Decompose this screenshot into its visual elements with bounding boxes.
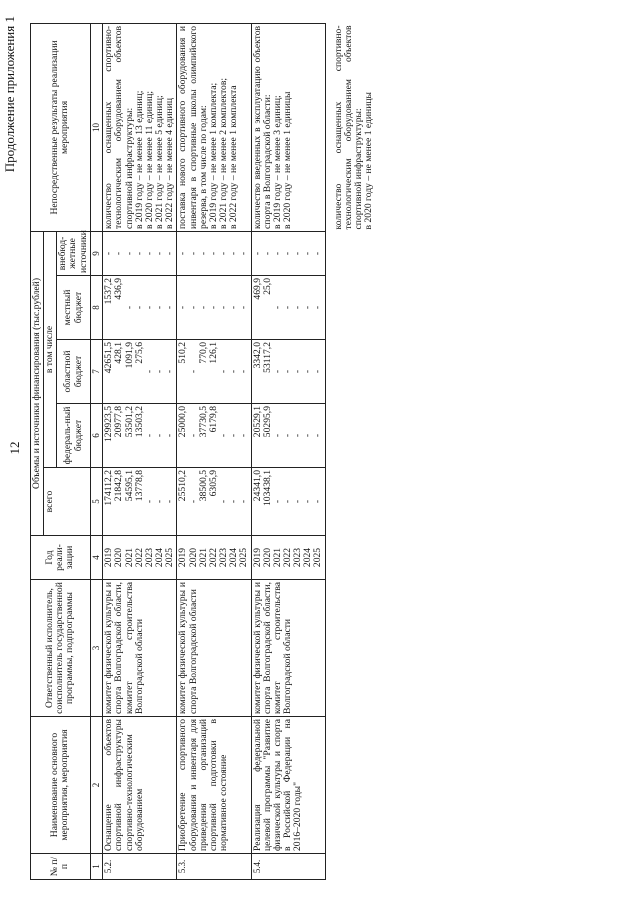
offbudget-value: - <box>207 251 219 256</box>
results-extra-cell <box>325 23 375 231</box>
column-index: 10 <box>90 23 103 231</box>
federal-value: - <box>238 433 250 438</box>
total-value: 54595,1 <box>123 470 135 502</box>
offbudget-value: - <box>133 251 145 256</box>
total-value: - <box>238 499 250 504</box>
regional-value: - <box>218 369 230 374</box>
regional-value: 428,1 <box>113 342 125 364</box>
federal-value: 20529,1 <box>251 406 263 438</box>
activity-name: Приобретение спортивного оборудования и инвентаря для приведения организаций спортивной подготовки в нормативное состояние <box>177 717 251 854</box>
year-value: 2021 <box>123 547 135 568</box>
local-value: - <box>238 305 250 310</box>
column-index: 4 <box>90 536 103 580</box>
offbudget-value: - <box>113 251 125 256</box>
regional-value: 770,0 <box>197 342 209 364</box>
column-index: 2 <box>90 717 103 854</box>
offbudget-value: - <box>187 251 199 256</box>
local-value: - <box>133 305 145 310</box>
offbudget-value: - <box>177 251 189 256</box>
federal-value: - <box>218 433 230 438</box>
total-value: 103438,1 <box>261 470 273 506</box>
result-line: количество оснащенных спортивно-технологическим оборудованием объектов спортивной инфраструктуры: <box>103 25 135 229</box>
local-cell <box>103 276 177 340</box>
total-value: - <box>302 499 314 504</box>
federal-value: - <box>302 433 314 438</box>
local-value: 25,0 <box>261 278 273 295</box>
responsible-executor: комитет физической культуры и спорта Волгоградской области <box>177 580 251 717</box>
year-value: 2022 <box>207 547 219 568</box>
empty-cell <box>325 717 375 854</box>
federal-value: - <box>187 433 199 438</box>
year-value: 2024 <box>154 547 166 568</box>
federal-value: 25000,0 <box>177 406 189 438</box>
federal-cell <box>251 404 325 468</box>
federal-value: 50295,9 <box>261 406 273 438</box>
offbudget-cell <box>251 231 325 275</box>
year-value: 2019 <box>251 547 263 568</box>
row-number: 5.3. <box>177 854 251 880</box>
federal-value: - <box>271 433 283 438</box>
activity-name: Реализация федеральной целевой программы "Развитие физической культуры и спорта в Российской Федерации на 2016–2020 годы" <box>251 717 325 854</box>
federal-value: - <box>292 433 304 438</box>
result-extra-line: количество оснащенных спортивно-технологическим оборудованием объектов спортивной инфраструктуры: <box>332 25 364 230</box>
federal-value: 53501,2 <box>123 406 135 438</box>
years-cell <box>177 536 251 580</box>
table-row <box>251 23 325 879</box>
federal-value: - <box>164 433 176 438</box>
local-cell <box>251 276 325 340</box>
activity-name: Оснащение объектов спортивной инфраструктуры спортивно-технологическим оборудованием <box>103 717 177 854</box>
total-cell <box>177 468 251 536</box>
result-line: в 2019 году – не менее 1 комплекта; <box>207 82 219 229</box>
result-line: в 2019 году – не менее 13 единиц; <box>133 90 145 229</box>
regional-value: - <box>228 369 240 374</box>
year-value: 2024 <box>228 547 240 568</box>
result-line: в 2020 году – не менее 11 единиц; <box>143 90 155 229</box>
offbudget-value: - <box>251 251 263 256</box>
year-value: 2020 <box>187 547 199 568</box>
results-cell <box>177 23 251 231</box>
header-num: № п/п <box>31 854 91 880</box>
year-value: 2025 <box>238 547 250 568</box>
total-value: - <box>143 499 155 504</box>
total-value: - <box>281 499 293 504</box>
local-value: 436,9 <box>113 278 125 300</box>
local-value: - <box>177 305 189 310</box>
header-total: всего <box>44 468 91 536</box>
header-local: местный бюджет <box>57 276 90 340</box>
total-value: 13778,8 <box>133 470 145 502</box>
regional-value: - <box>238 369 250 374</box>
regional-value: - <box>271 369 283 374</box>
responsible-executor: комитет физической культуры и спорта Волгоградской области, комитет строительства Волгоградской области <box>103 580 177 717</box>
result-extra-line: в 2020 году – не менее 1 единицы <box>363 92 375 230</box>
header-year: Год реали-зации <box>31 536 91 580</box>
total-cell <box>103 468 177 536</box>
regional-value: 53117,2 <box>261 342 273 373</box>
regional-value: - <box>281 369 293 374</box>
empty-cell <box>325 854 375 880</box>
federal-value: - <box>312 433 324 438</box>
responsible-executor: комитет физической культуры и спорта Волгоградской области, комитет строительства Волгоградской области <box>251 580 325 717</box>
empty-cell <box>325 468 375 536</box>
regional-value: - <box>164 369 176 374</box>
total-value: 38500,5 <box>197 470 209 502</box>
offbudget-value: - <box>281 251 293 256</box>
regional-cell <box>251 340 325 404</box>
local-value: - <box>154 305 166 310</box>
result-line: в 2021 году – не менее 2 комплектов; <box>218 77 230 229</box>
header-results: Непосредственные результаты реализации мероприятия <box>31 23 91 231</box>
header-regional: областной бюджет <box>57 340 90 404</box>
offbudget-value: - <box>302 251 314 256</box>
offbudget-value: - <box>218 251 230 256</box>
regional-value: - <box>312 369 324 374</box>
federal-value: 20977,8 <box>113 406 125 438</box>
result-line: в 2020 году – не менее 1 единицы <box>281 91 293 229</box>
column-index: 7 <box>90 340 103 404</box>
local-value: - <box>164 305 176 310</box>
result-line: в 2022 году – не менее 1 комплекта <box>228 85 240 229</box>
local-value: 1537,2 <box>103 278 115 305</box>
column-index: 8 <box>90 276 103 340</box>
year-value: 2023 <box>218 547 230 568</box>
year-value: 2022 <box>133 547 145 568</box>
regional-value: - <box>302 369 314 374</box>
total-value: - <box>292 499 304 504</box>
page-number: 12 <box>7 441 22 455</box>
table-row-continuation <box>325 23 375 879</box>
header-federal: федераль-ный бюджет <box>57 404 90 468</box>
table-row <box>177 23 251 879</box>
offbudget-cell <box>103 231 177 275</box>
year-value: 2023 <box>143 547 155 568</box>
local-value: - <box>312 305 324 310</box>
federal-value: 129923,5 <box>103 406 115 442</box>
local-value: - <box>302 305 314 310</box>
column-index: 9 <box>90 231 103 275</box>
local-value: - <box>228 305 240 310</box>
year-value: 2019 <box>103 547 115 568</box>
year-value: 2022 <box>281 547 293 568</box>
offbudget-value: - <box>228 251 240 256</box>
empty-cell <box>325 231 375 275</box>
row-number: 5.4. <box>251 854 325 880</box>
total-value: - <box>164 499 176 504</box>
regional-value: 3342,0 <box>251 342 263 369</box>
year-value: 2025 <box>164 547 176 568</box>
regional-value: - <box>292 369 304 374</box>
local-value: - <box>187 305 199 310</box>
offbudget-value: - <box>164 251 176 256</box>
total-cell <box>251 468 325 536</box>
program-table <box>30 23 375 880</box>
year-value: 2023 <box>292 547 304 568</box>
total-value: - <box>218 499 230 504</box>
result-line: в 2021 году – не менее 5 единиц; <box>154 95 166 229</box>
offbudget-value: - <box>197 251 209 256</box>
federal-value: - <box>143 433 155 438</box>
empty-cell <box>325 276 375 340</box>
appendix-label: Продолжение приложения 1 <box>2 16 17 173</box>
years-cell <box>103 536 177 580</box>
regional-value: 1091,9 <box>123 342 135 369</box>
empty-cell <box>325 580 375 717</box>
regional-cell <box>177 340 251 404</box>
column-index: 6 <box>90 404 103 468</box>
total-value: 6305,9 <box>207 470 219 497</box>
empty-cell <box>325 340 375 404</box>
total-value: - <box>312 499 324 504</box>
offbudget-value: - <box>292 251 304 256</box>
result-line: в 2022 году – не менее 4 единиц <box>164 98 176 229</box>
empty-cell <box>325 536 375 580</box>
regional-cell <box>103 340 177 404</box>
offbudget-value: - <box>103 251 115 256</box>
federal-value: - <box>228 433 240 438</box>
table-row <box>103 23 177 879</box>
total-value: 24341,0 <box>251 470 263 502</box>
offbudget-value: - <box>271 251 283 256</box>
result-line: поставка нового спортивного оборудования и инвентаря в спортивные школы олимпийского резерва, в том числе по годам: <box>177 25 209 229</box>
year-value: 2021 <box>197 547 209 568</box>
regional-value: - <box>187 369 199 374</box>
local-value: - <box>292 305 304 310</box>
results-cell <box>251 23 325 231</box>
local-value: - <box>143 305 155 310</box>
offbudget-value: - <box>123 251 135 256</box>
result-line: количество введенных в эксплуатацию объектов спорта в Волгоградской области: <box>251 25 273 229</box>
local-value: - <box>281 305 293 310</box>
year-value: 2024 <box>302 547 314 568</box>
years-cell <box>251 536 325 580</box>
header-financing: Объемы и источники финансирования (тыс.рублей) <box>31 231 44 535</box>
header-offbudget: внебюд-жетные источники <box>57 231 90 275</box>
year-value: 2020 <box>113 547 125 568</box>
year-value: 2021 <box>271 547 283 568</box>
offbudget-value: - <box>154 251 166 256</box>
federal-value: - <box>154 433 166 438</box>
federal-cell <box>177 404 251 468</box>
offbudget-value: - <box>143 251 155 256</box>
column-index: 5 <box>90 468 103 536</box>
column-index: 1 <box>90 854 103 880</box>
local-value: - <box>207 305 219 310</box>
offbudget-value: - <box>261 251 273 256</box>
offbudget-cell <box>177 231 251 275</box>
federal-value: 6179,8 <box>207 406 219 433</box>
result-line: в 2019 году – не менее 3 единиц; <box>271 95 283 229</box>
local-value: 469,9 <box>251 278 263 300</box>
local-cell <box>177 276 251 340</box>
results-cell <box>103 23 177 231</box>
local-value: - <box>218 305 230 310</box>
year-value: 2019 <box>177 547 189 568</box>
federal-value: 13503,2 <box>133 406 145 438</box>
row-number: 5.2. <box>103 854 177 880</box>
column-index: 3 <box>90 580 103 717</box>
offbudget-value: - <box>238 251 250 256</box>
empty-cell <box>325 404 375 468</box>
regional-value: 126,1 <box>207 342 219 364</box>
federal-cell <box>103 404 177 468</box>
regional-value: 510,2 <box>177 342 189 364</box>
total-value: - <box>271 499 283 504</box>
regional-value: - <box>143 369 155 374</box>
local-value: - <box>197 305 209 310</box>
local-value: - <box>271 305 283 310</box>
header-including: в том числе <box>44 231 57 467</box>
offbudget-value: - <box>312 251 324 256</box>
federal-value: - <box>281 433 293 438</box>
column-index-row <box>90 23 103 879</box>
header-name: Наименование основного мероприятия, мероприятия <box>31 717 91 854</box>
regional-value: - <box>154 369 166 374</box>
total-value: - <box>187 499 199 504</box>
federal-value: 37730,5 <box>197 406 209 438</box>
year-value: 2020 <box>261 547 273 568</box>
year-value: 2025 <box>312 547 324 568</box>
local-value: - <box>123 305 135 310</box>
total-value: 21842,8 <box>113 470 125 502</box>
regional-value: 275,6 <box>133 342 145 364</box>
header-responsible: Ответственный исполнитель, соисполнитель государственной программы, подпрограммы <box>31 580 91 717</box>
regional-value: 42651,5 <box>103 342 115 374</box>
total-value: 25510,2 <box>177 470 189 502</box>
total-value: - <box>228 499 240 504</box>
total-value: 174112,2 <box>103 470 115 506</box>
total-value: - <box>154 499 166 504</box>
